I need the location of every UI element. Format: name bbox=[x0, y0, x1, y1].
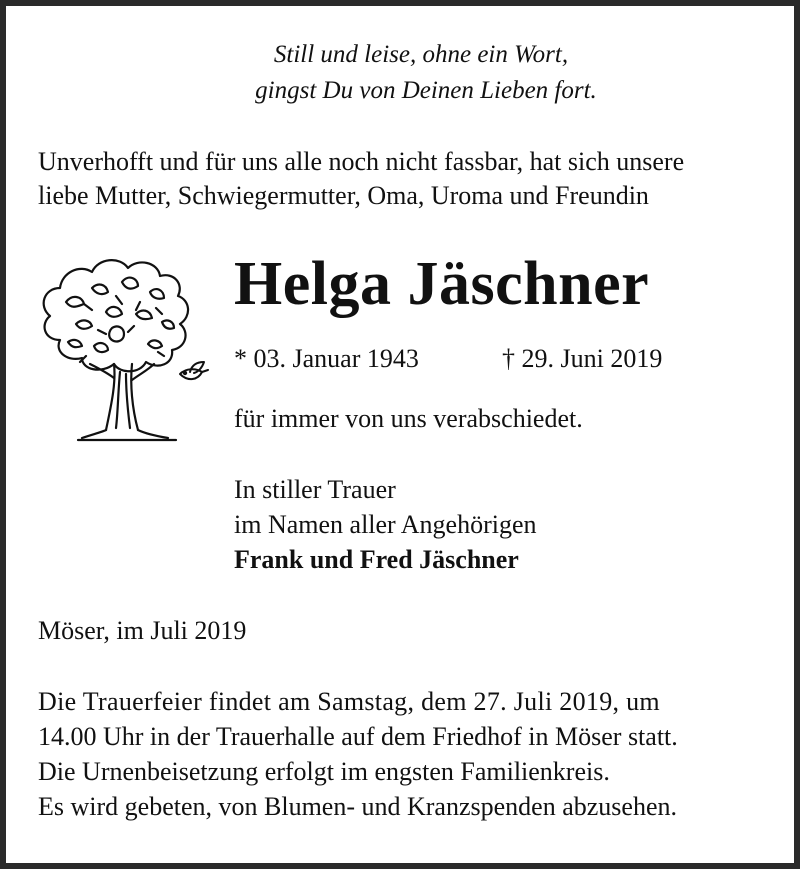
place-date: Möser, im Juli 2019 bbox=[38, 616, 247, 645]
mourning-line-2: im Namen aller Angehörigen bbox=[234, 510, 537, 539]
bird-illustration bbox=[176, 358, 210, 388]
tree-illustration bbox=[32, 252, 222, 454]
mourning-line-1: In stiller Trauer bbox=[234, 475, 396, 504]
intro-line-1: Unverhofft und für uns alle noch nicht fassbar, hat sich unsere bbox=[38, 147, 685, 176]
service-line-2: 14.00 Uhr in der Trauerhalle auf dem Friedhof in Möser statt. bbox=[38, 722, 678, 751]
farewell-text: für immer von uns verabschiedet. bbox=[234, 404, 583, 433]
death-date: † 29. Juni 2019 bbox=[502, 344, 663, 373]
service-line-4: Es wird gebeten, von Blumen- und Kranzspenden abzusehen. bbox=[38, 792, 677, 821]
poem-line-1: Still und leise, ohne ein Wort, bbox=[273, 41, 569, 68]
service-line-3: Die Urnenbeisetzung erfolgt im engsten Familienkreis. bbox=[38, 757, 610, 786]
service-line-1: Die Trauerfeier findet am Samstag, dem 27. Juli 2019, um bbox=[38, 687, 660, 716]
birth-date: * 03. Januar 1943 bbox=[234, 344, 419, 373]
mourner-names: Frank und Fred Jäschner bbox=[234, 545, 519, 574]
deceased-name: Helga Jäschner bbox=[234, 250, 650, 318]
poem-line-2: gingst Du von Deinen Lieben fort. bbox=[255, 77, 597, 104]
intro-line-2: liebe Mutter, Schwiegermutter, Oma, Uroma und Freundin bbox=[38, 181, 649, 210]
